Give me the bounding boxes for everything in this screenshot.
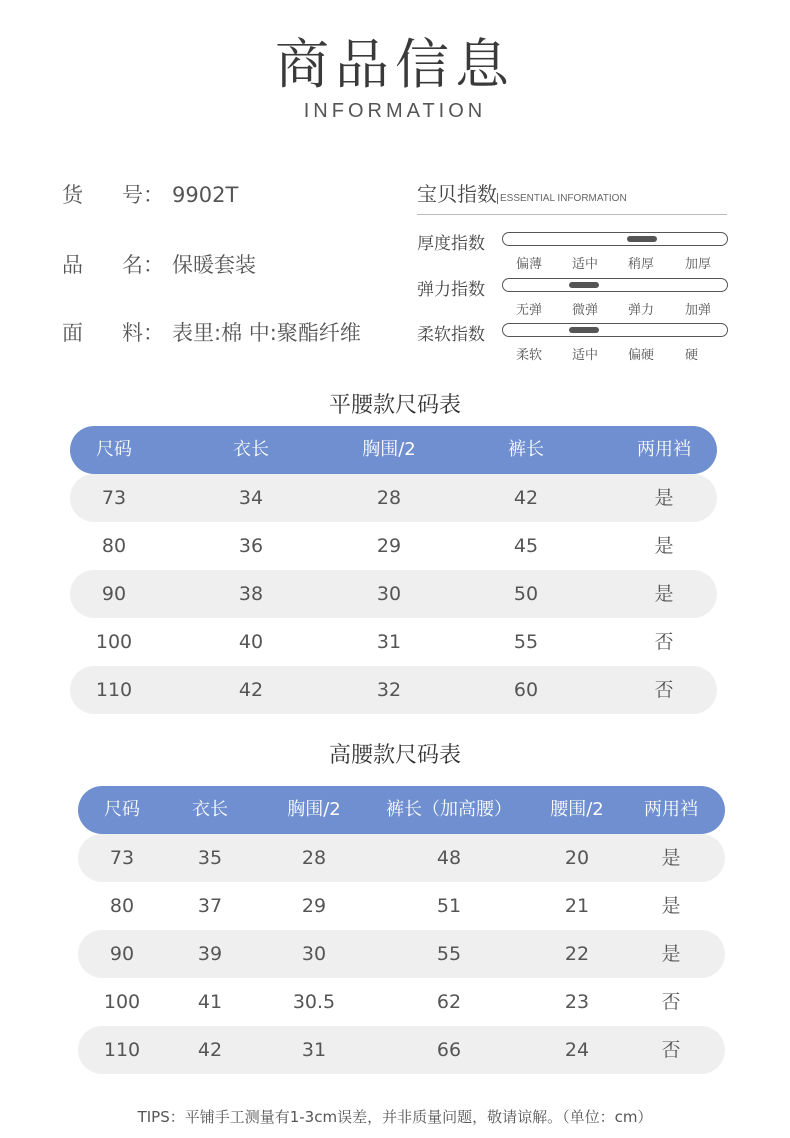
table-cell: 73 (109, 847, 135, 869)
table-cell: 73 (101, 487, 127, 509)
table-cell: 20 (564, 847, 590, 869)
table-cell: 51 (436, 895, 462, 917)
table-header-row (78, 786, 725, 834)
table-cell: 29 (376, 535, 402, 557)
table-cell: 42 (197, 1039, 223, 1061)
table-cell: 否 (661, 1039, 681, 1061)
table-row (70, 474, 717, 522)
table-cell: 否 (654, 631, 674, 653)
table-row (78, 834, 725, 882)
table-cell: 是 (661, 847, 681, 869)
info-item-number (62, 179, 238, 209)
table-cell: 是 (654, 535, 674, 557)
index-scale-label: 稍厚 (628, 257, 655, 272)
table-cell: 37 (197, 895, 223, 917)
info-item-name (62, 249, 256, 279)
index-scale-label: 加弹 (685, 303, 712, 318)
table-header-cell: 两用裆 (644, 799, 698, 820)
table-cell: 66 (436, 1039, 462, 1061)
table-cell: 50 (513, 583, 539, 605)
index-scale (502, 253, 742, 271)
table-row (78, 978, 725, 1026)
table-header-cell: 腰围/2 (550, 799, 604, 820)
table-row (78, 882, 725, 930)
table-cell: 35 (197, 847, 223, 869)
index-track (502, 323, 728, 337)
table-cell: 22 (564, 943, 590, 965)
index-track (502, 278, 728, 292)
table-cell: 31 (301, 1039, 327, 1061)
table-row (78, 930, 725, 978)
info-label-char: 名： (122, 253, 164, 277)
table-cell: 42 (238, 679, 264, 701)
table-cell: 45 (513, 535, 539, 557)
table-cell: 28 (376, 487, 402, 509)
table-cell: 是 (654, 583, 674, 605)
table-header-cell: 衣长 (192, 799, 228, 820)
table-cell: 80 (109, 895, 135, 917)
table-header-cell: 尺码 (104, 799, 140, 820)
table-cell: 32 (376, 679, 402, 701)
index-scale-label: 柔软 (516, 348, 543, 363)
table-cell: 是 (654, 487, 674, 509)
table-row (70, 618, 717, 666)
table-header-cell: 裤长（加高腰） (386, 799, 512, 820)
table-header-cell: 裤长 (508, 439, 544, 460)
table-header-cell: 胸围/2 (287, 799, 341, 820)
index-scale-label: 弹力 (628, 303, 655, 318)
table-cell: 21 (564, 895, 590, 917)
info-value: 保暖套装 (172, 253, 256, 277)
table-cell: 否 (654, 679, 674, 701)
table-cell: 28 (301, 847, 327, 869)
table-cell: 30 (301, 943, 327, 965)
table-cell: 100 (103, 991, 141, 1013)
index-scale (502, 299, 742, 317)
index-scale-label: 偏薄 (516, 257, 543, 272)
table-cell: 62 (436, 991, 462, 1013)
index-scale-label: 偏硬 (628, 348, 655, 363)
table-cell: 30.5 (292, 991, 336, 1013)
tips-note: TIPS：平铺手工测量有1-3cm误差，并非质量问题，敬请谅解。（单位：cm） (137, 1108, 653, 1126)
table-cell: 是 (661, 895, 681, 917)
index-scale-label: 硬 (685, 348, 699, 363)
table-cell: 110 (103, 1039, 141, 1061)
index-label: 厚度指数 (417, 234, 485, 254)
index-knob (569, 282, 599, 288)
index-title-en: ESSENTIAL INFORMATION (497, 193, 627, 204)
table-cell: 36 (238, 535, 264, 557)
info-label-char: 料： (122, 321, 164, 345)
index-label: 柔软指数 (417, 325, 485, 345)
table-cell: 48 (436, 847, 462, 869)
table-cell: 23 (564, 991, 590, 1013)
table-row (70, 522, 717, 570)
index-knob (627, 236, 657, 242)
page-title: 商品信息 (275, 33, 515, 96)
info-label-char: 货 (62, 183, 83, 207)
table-cell: 110 (95, 679, 133, 701)
table-cell: 34 (238, 487, 264, 509)
table-cell: 41 (197, 991, 223, 1013)
table-cell: 90 (101, 583, 127, 605)
table-cell: 否 (661, 991, 681, 1013)
info-value: 表里:棉 中:聚酯纤维 (172, 321, 361, 345)
table-cell: 39 (197, 943, 223, 965)
table-cell: 24 (564, 1039, 590, 1061)
table-cell: 42 (513, 487, 539, 509)
index-scale-label: 加厚 (685, 257, 712, 272)
table-header-cell: 衣长 (233, 439, 269, 460)
table-cell: 31 (376, 631, 402, 653)
index-label: 弹力指数 (417, 280, 485, 300)
table-cell: 是 (661, 943, 681, 965)
info-label-char: 品 (62, 253, 83, 277)
index-divider (417, 214, 727, 215)
table-cell: 55 (513, 631, 539, 653)
info-value: 9902T (172, 183, 239, 207)
table-cell: 40 (238, 631, 264, 653)
table-row (78, 1026, 725, 1074)
table-cell: 100 (95, 631, 133, 653)
table2-title: 高腰款尺码表 (328, 743, 461, 768)
index-scale-label: 无弹 (516, 303, 543, 318)
table-header-row (70, 426, 717, 474)
index-scale (502, 344, 742, 362)
index-title-cn: 宝贝指数 (417, 182, 497, 206)
table1-title: 平腰款尺码表 (328, 393, 461, 418)
size-table-high-waist (78, 786, 725, 1074)
page-subtitle: INFORMATION (303, 100, 487, 122)
table-row (70, 570, 717, 618)
index-scale-label: 适中 (572, 257, 599, 272)
index-scale-label: 适中 (572, 348, 599, 363)
table-header-cell: 胸围/2 (362, 439, 416, 460)
table-cell: 30 (376, 583, 402, 605)
table-cell: 55 (436, 943, 462, 965)
table-cell: 60 (513, 679, 539, 701)
table-cell: 80 (101, 535, 127, 557)
info-item-material (62, 317, 361, 347)
index-title (417, 178, 627, 207)
index-scale-label: 微弹 (572, 303, 599, 318)
index-track (502, 232, 728, 246)
table-cell: 90 (109, 943, 135, 965)
table-cell: 38 (238, 583, 264, 605)
size-table-flat-waist (70, 426, 717, 714)
table-cell: 29 (301, 895, 327, 917)
index-knob (569, 327, 599, 333)
table-row (70, 666, 717, 714)
table-header-cell: 尺码 (96, 439, 132, 460)
table-header-cell: 两用裆 (637, 439, 691, 460)
info-label-char: 号： (122, 183, 164, 207)
info-label-char: 面 (62, 321, 83, 345)
